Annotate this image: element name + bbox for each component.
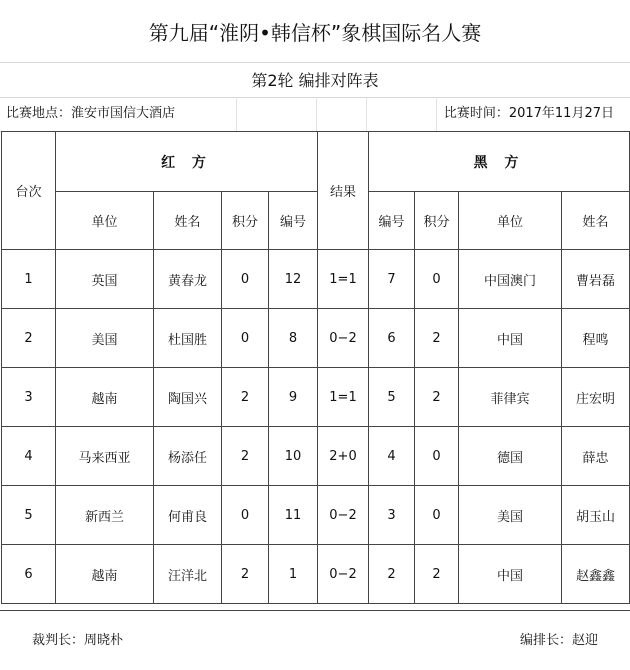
table-row xyxy=(2,309,630,368)
result-cell: 1=1 xyxy=(318,368,369,427)
black-name-cell: 庄宏明 xyxy=(562,368,630,427)
chief-arbiter: 编排长：赵迎 xyxy=(519,633,598,648)
red-unit-cell: 越南 xyxy=(56,368,154,427)
board-header: 台次 xyxy=(2,132,56,250)
red-score-header: 积分 xyxy=(222,192,269,250)
red-name-cell: 陶国兴 xyxy=(154,368,222,427)
table-row xyxy=(2,545,630,604)
tournament-title: 第九届“淮阴•韩信杯”象棋国际名人赛 xyxy=(0,0,630,63)
table-row xyxy=(2,368,630,427)
black-score-cell: 0 xyxy=(415,250,459,309)
red-number-cell: 11 xyxy=(269,486,318,545)
black-score-cell: 0 xyxy=(415,427,459,486)
black-score-cell: 2 xyxy=(415,368,459,427)
board-cell: 4 xyxy=(2,427,56,486)
red-score-cell: 0 xyxy=(222,250,269,309)
board-cell: 1 xyxy=(2,250,56,309)
red-name-header: 姓名 xyxy=(154,192,222,250)
black-name-cell: 胡玉山 xyxy=(562,486,630,545)
red-number-cell: 12 xyxy=(269,250,318,309)
black-name-cell: 薛忠 xyxy=(562,427,630,486)
red-score-cell: 0 xyxy=(222,309,269,368)
board-cell: 2 xyxy=(2,309,56,368)
red-unit-cell: 新西兰 xyxy=(56,486,154,545)
black-unit-cell: 德国 xyxy=(459,427,562,486)
black-name-cell: 曹岩磊 xyxy=(562,250,630,309)
red-number-cell: 1 xyxy=(269,545,318,604)
red-name-cell: 杜国胜 xyxy=(154,309,222,368)
red-name-cell: 汪洋北 xyxy=(154,545,222,604)
black-name-header: 姓名 xyxy=(562,192,630,250)
result-cell: 2+0 xyxy=(318,427,369,486)
black-score-cell: 2 xyxy=(415,545,459,604)
red-name-cell: 何甫良 xyxy=(154,486,222,545)
black-score-header: 积分 xyxy=(415,192,459,250)
red-score-cell: 2 xyxy=(222,427,269,486)
black-number-cell: 7 xyxy=(369,250,415,309)
red-unit-header: 单位 xyxy=(56,192,154,250)
black-side-header: 黑 方 xyxy=(369,132,630,192)
black-number-cell: 2 xyxy=(369,545,415,604)
black-number-header: 编号 xyxy=(369,192,415,250)
red-name-cell: 黄春龙 xyxy=(154,250,222,309)
black-unit-cell: 中国 xyxy=(459,309,562,368)
table-row xyxy=(2,486,630,545)
pairing-table xyxy=(1,131,630,604)
red-name-cell: 杨添任 xyxy=(154,427,222,486)
black-name-cell: 赵鑫鑫 xyxy=(562,545,630,604)
black-score-cell: 2 xyxy=(415,309,459,368)
black-name-cell: 程鸣 xyxy=(562,309,630,368)
red-side-header: 红 方 xyxy=(56,132,318,192)
red-number-header: 编号 xyxy=(269,192,318,250)
result-cell: 0−2 xyxy=(318,309,369,368)
black-number-cell: 5 xyxy=(369,368,415,427)
round-title: 第2轮 编排对阵表 xyxy=(0,62,630,98)
result-cell: 1=1 xyxy=(318,250,369,309)
cell-divider xyxy=(436,97,437,131)
red-number-cell: 10 xyxy=(269,427,318,486)
board-cell: 5 xyxy=(2,486,56,545)
venue-text: 比赛地点：淮安市国信大酒店 xyxy=(6,106,176,121)
black-unit-cell: 菲律宾 xyxy=(459,368,562,427)
red-score-cell: 2 xyxy=(222,368,269,427)
cell-divider xyxy=(236,97,237,131)
cell-divider xyxy=(316,97,317,131)
red-number-cell: 8 xyxy=(269,309,318,368)
black-number-cell: 6 xyxy=(369,309,415,368)
red-unit-cell: 越南 xyxy=(56,545,154,604)
black-number-cell: 4 xyxy=(369,427,415,486)
black-number-cell: 3 xyxy=(369,486,415,545)
cell-divider xyxy=(366,97,367,131)
red-unit-cell: 美国 xyxy=(56,309,154,368)
black-unit-cell: 美国 xyxy=(459,486,562,545)
result-cell: 0−2 xyxy=(318,486,369,545)
board-cell: 6 xyxy=(2,545,56,604)
footer-bar xyxy=(0,610,630,670)
red-unit-cell: 英国 xyxy=(56,250,154,309)
black-unit-cell: 中国 xyxy=(459,545,562,604)
black-score-cell: 0 xyxy=(415,486,459,545)
black-unit-cell: 中国澳门 xyxy=(459,250,562,309)
red-score-cell: 0 xyxy=(222,486,269,545)
time-text: 比赛时间：2017年11月27日 xyxy=(443,106,614,121)
red-unit-cell: 马来西亚 xyxy=(56,427,154,486)
table-row xyxy=(2,427,630,486)
chief-referee: 裁判长：周晓朴 xyxy=(32,633,124,648)
red-number-cell: 9 xyxy=(269,368,318,427)
result-header: 结果 xyxy=(318,132,369,250)
info-bar xyxy=(0,97,630,132)
result-cell: 0−2 xyxy=(318,545,369,604)
board-cell: 3 xyxy=(2,368,56,427)
table-row xyxy=(2,250,630,309)
black-unit-header: 单位 xyxy=(459,192,562,250)
red-score-cell: 2 xyxy=(222,545,269,604)
